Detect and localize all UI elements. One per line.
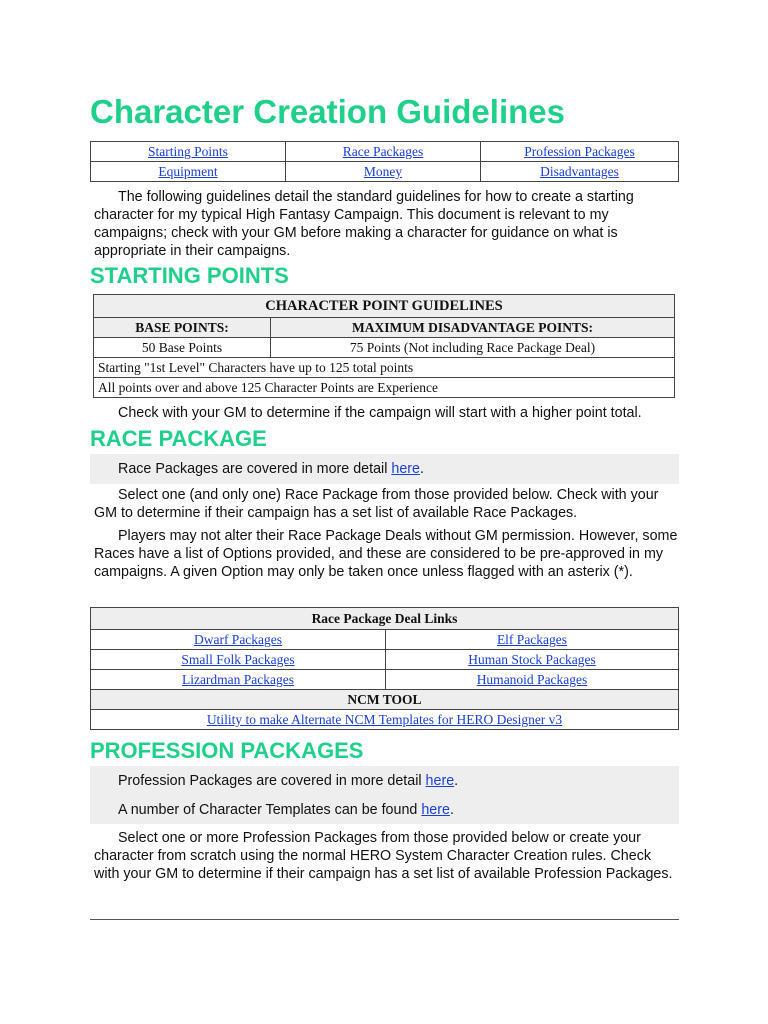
nav-link-disadvantages[interactable]: Disadvantages	[540, 164, 619, 179]
page-title: Character Creation Guidelines	[90, 93, 565, 130]
dwarf-packages-link[interactable]: Dwarf Packages	[193, 632, 283, 647]
page-divider	[90, 919, 679, 920]
humanoid-packages-link[interactable]: Humanoid Packages	[476, 672, 588, 687]
nav-link-race-packages[interactable]: Race Packages	[342, 144, 424, 159]
starting-points-heading: STARTING POINTS	[90, 263, 289, 288]
experience-row: All points over and above 125 Character Points are Experience	[94, 378, 675, 398]
base-points-value: 50 Base Points	[94, 338, 271, 358]
race-package-heading: RACE PACKAGE	[90, 426, 267, 451]
ncm-tool-header: NCM TOOL	[91, 690, 679, 710]
race-note-link[interactable]: here	[391, 461, 420, 477]
max-disadvantage-value: 75 Points (Not including Race Package Deal)	[271, 338, 675, 358]
profession-note-2-link[interactable]: here	[421, 802, 450, 818]
first-level-row: Starting "1st Level" Characters have up to 125 total points	[94, 358, 675, 378]
intro-paragraph: The following guidelines detail the standard guidelines for how to create a starting character for my typical High Fantasy Campaign. This document is relevant to my campaigns; check with your GM before making a character for guidance on what is appropriate in their campaigns.	[94, 189, 634, 259]
small-folk-packages-link[interactable]: Small Folk Packages	[181, 652, 295, 667]
ncm-tool-link[interactable]: Utility to make Alternate NCM Templates for HERO Designer v3	[206, 712, 563, 727]
profession-note-2-text: A number of Character Templates can be found	[118, 802, 422, 818]
nav-link-profession-packages[interactable]: Profession Packages	[524, 144, 635, 159]
base-points-header: BASE POINTS:	[94, 318, 271, 338]
profession-packages-heading: PROFESSION PACKAGES	[90, 738, 364, 763]
max-disadvantage-header: MAXIMUM DISADVANTAGE POINTS:	[271, 318, 675, 338]
race-package-table-title: Race Package Deal Links	[91, 608, 679, 630]
profession-paragraph: Select one or more Profession Packages from those provided below or create your character from scratch using the normal HERO System Character Creation rules. Check with your GM to determine if their campaign has a set list of available Profession Packages.	[94, 830, 673, 882]
profession-note-1-text: Profession Packages are covered in more detail	[118, 773, 426, 789]
profession-note-box	[90, 766, 679, 824]
race-note-text: Race Packages are covered in more detail	[118, 461, 392, 477]
nav-table	[90, 141, 679, 182]
human-stock-packages-link[interactable]: Human Stock Packages	[468, 652, 596, 667]
profession-note-1-period: .	[454, 773, 459, 789]
character-point-table-title: CHARACTER POINT GUIDELINES	[94, 295, 675, 318]
profession-note-2-period: .	[449, 802, 454, 818]
nav-link-money[interactable]: Money	[363, 164, 403, 179]
lizardman-packages-link[interactable]: Lizardman Packages	[181, 672, 295, 687]
race-paragraph-2: Players may not alter their Race Package Deals without GM permission. However, some Races have a list of Options provided, and these are considered to be pre-approved in my campaigns. A given Option may only be taken once unless flagged with an asterix (*).	[94, 528, 678, 580]
race-package-table	[90, 607, 679, 730]
race-note-period: .	[420, 461, 424, 477]
nav-link-equipment[interactable]: Equipment	[158, 164, 218, 179]
starting-points-note: Check with your GM to determine if the campaign will start with a higher point total.	[118, 405, 642, 421]
elf-packages-link[interactable]: Elf Packages	[496, 632, 568, 647]
race-note-box	[90, 454, 679, 484]
profession-note-1-link[interactable]: here	[425, 773, 455, 789]
nav-link-starting-points[interactable]: Starting Points	[148, 144, 228, 159]
character-point-table	[93, 294, 675, 398]
race-paragraph-1: Select one (and only one) Race Package from those provided below. Check with your GM to determine if their campaign has a set list of available Race Packages.	[94, 487, 659, 521]
